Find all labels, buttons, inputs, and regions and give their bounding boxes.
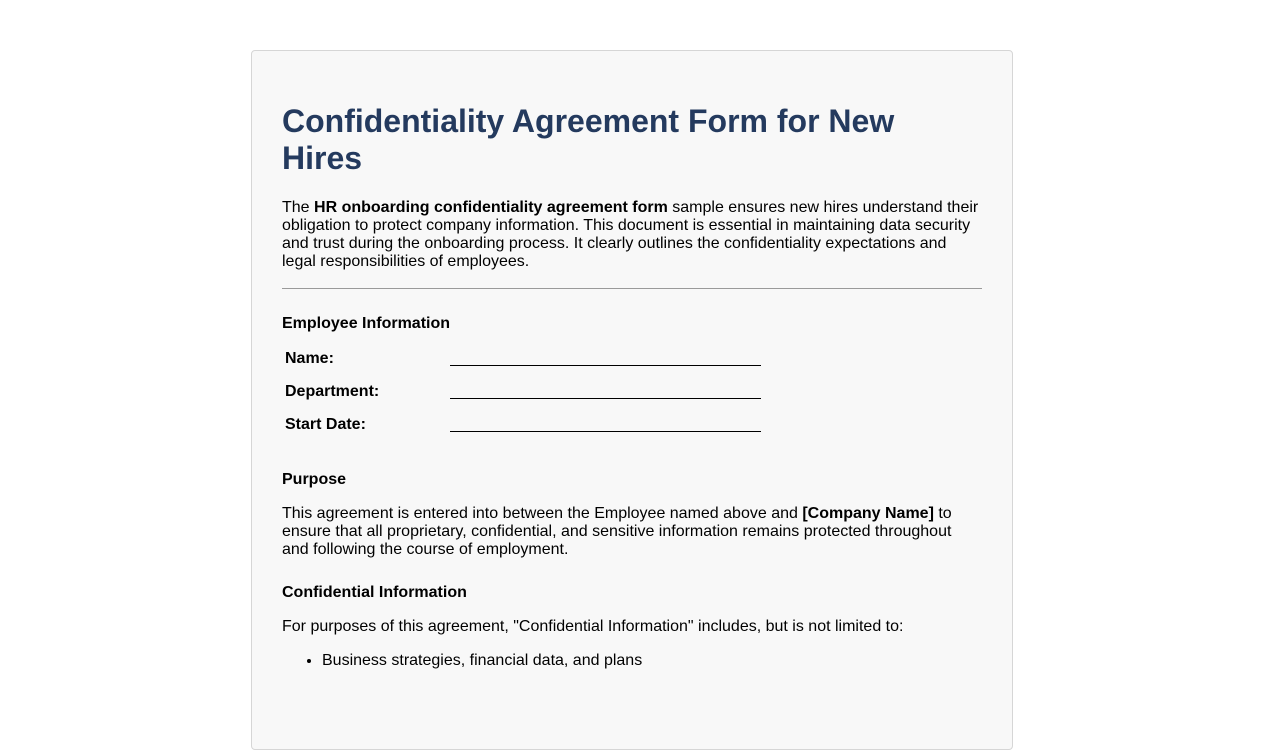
confidential-info-heading: Confidential Information	[282, 584, 467, 601]
purpose-paragraph	[282, 505, 982, 559]
section-divider	[282, 288, 982, 289]
list-item: • Business strategies, financial data, and plans	[322, 652, 982, 670]
name-label: Name:	[285, 350, 334, 367]
confidential-info-list	[282, 652, 982, 670]
start-date-label: Start Date:	[285, 416, 366, 433]
purpose-suffix: to ensure that all proprietary, confidential, and sensitive information remains protected throughout and following the course of employment.	[282, 505, 952, 558]
company-name-placeholder: [Company Name]	[802, 505, 934, 522]
department-blank-line[interactable]	[450, 398, 761, 399]
purpose-prefix: This agreement is entered into between the Employee named above and	[282, 505, 803, 522]
page-title: Confidentiality Agreement Form for New Hires	[282, 103, 895, 176]
employee-fields	[282, 350, 982, 449]
start-date-field-row	[282, 416, 982, 449]
document-card	[251, 50, 1013, 750]
name-field-row	[282, 350, 982, 383]
intro-bold-phrase: HR onboarding confidentiality agreement form	[314, 199, 668, 216]
department-label: Department:	[285, 383, 380, 400]
department-field-row	[282, 383, 982, 416]
intro-suffix: sample ensures new hires understand their obligation to protect company information. This document is essential in maintaining data security and trust during the onboarding process. It clearly outlines the confidentiality expectations and legal responsibilities of employees.	[282, 199, 979, 270]
employee-info-heading: Employee Information	[282, 315, 451, 332]
confidential-info-paragraph: For purposes of this agreement, "Confidential Information" includes, but is not limited to:	[282, 618, 904, 635]
intro-prefix: The	[282, 199, 315, 216]
intro-paragraph	[282, 199, 982, 271]
purpose-heading: Purpose	[282, 471, 347, 488]
name-blank-line[interactable]	[450, 365, 761, 366]
start-date-blank-line[interactable]	[450, 431, 761, 432]
